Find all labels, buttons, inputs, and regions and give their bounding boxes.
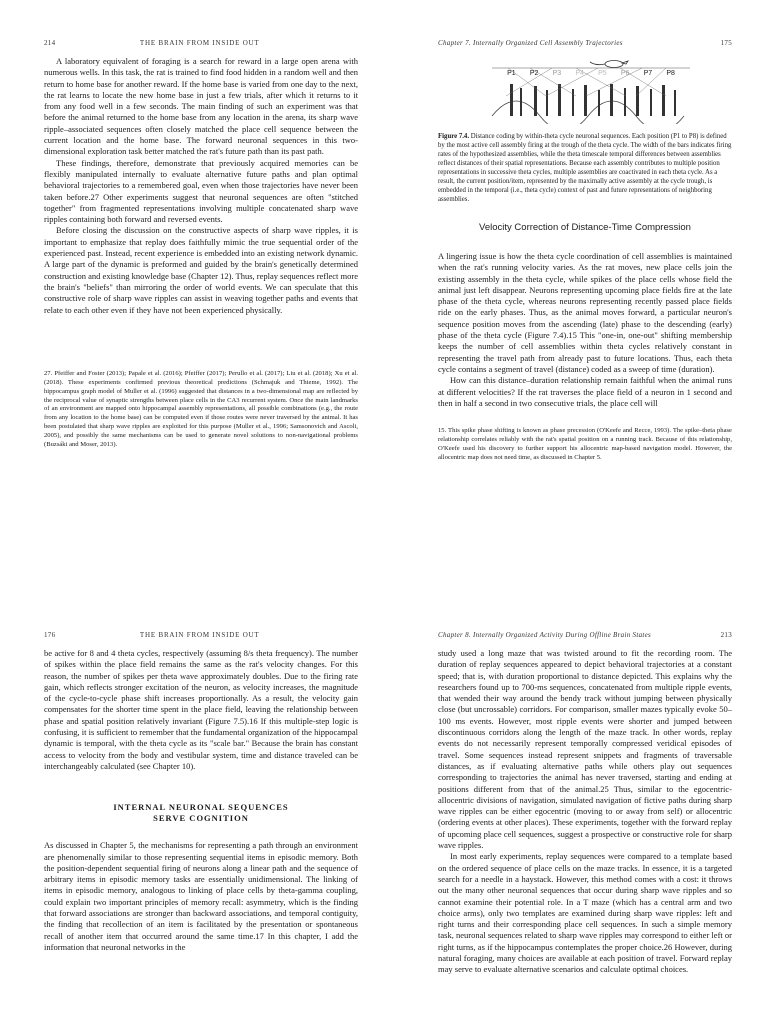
figure-7-4 (486, 56, 696, 124)
footnotes (44, 370, 358, 450)
paragraph: In most early experiments, replay sequences were compared to a template based on the ordered sequence of place cells on the maze tracks. In essence, it is a targeted search for a needle in a haystack. However, this method comes with a cost: it throws out the many other neuronal sequences that occur during sharp wave ripples and so cannot examine their potential role. In a T maze (which has a central arm and two choice arms), only two templates are examined during sharp wave ripples: left and right turns and their corresponding place cell sequences. In such a simple memory task, neuronal sequences related to sharp wave ripples may correspond to either left or right turns, as if the hippocampus contemplates the proper choice.26 However, during natural foraging, many choices are available at each position of travel. Forward replay may serve to evaluate alternative scenarios and calculate optimal choices. (438, 851, 732, 975)
position-label: P7 (643, 70, 653, 77)
body-text (438, 251, 732, 409)
paragraph: How can this distance–duration relationship remain faithful when the animal runs at different velocities? If the rat traverses the place field of a neuron in 1 second and then in half a second in two consecutive trials, the place cell will (438, 375, 732, 408)
page-213 (384, 512, 768, 1024)
position-label: P2 (529, 70, 539, 77)
section-heading: Velocity Correction of Distance-Time Compression (479, 222, 691, 233)
paragraph: Before closing the discussion on the constructive aspects of sharp wave ripples, it is important to emphasize that replay does faithfully mimic the true sequential order of the experienced past. Instead, recent experience is embedded into an existing network dynamic. A large part of the dynamic is preformed and guided by the brain's genetically determined construction and existing knowledge base (Chapter 12). Thus, replay sequences reflect more the brain's "beliefs" than mirroring the order of world events. We can speculate that this constructive role of sharp wave ripples can assist in weaving together paths and events that relate to each other even if they have not been experienced physically. (44, 225, 359, 315)
page-number: 213 (720, 631, 732, 639)
paragraph: be active for 8 and 4 theta cycles, respectively (assuming 8/s theta frequency). The number of spikes within the place field remains the same as the rat's velocity changes. For this reason, the number of spikes per theta wave approximately doubles. Due to the firing rate gain, which reflects stronger excitation of the neuron, as velocity increases, the magnitude of the cycle-to-cycle phase shift increases proportionally. As a result, the velocity gain compensates for the shorter time spent in the place field, leaving the relationship between phase and spatial position relatively invariant (Figure 7.5).16 If this multiple-step logic is confusing, it is sufficient to remember that the fundamental organization of the hippocampal dynamic is temporal, with the theta cycle as its "scale bar." Because the brain has constant access to velocity from the body and vestibular system, time and distance traveled can be interchangeably calculated (see Chapter 10). (44, 648, 358, 771)
body-text (438, 648, 732, 976)
body-text (44, 56, 358, 316)
footnote: 27. Pfeiffer and Foster (2013); Papale et al. (2016); Pfeiffer (2017); Perullo et al. (2017); Liu et al. (2018); Xu et al. (2018). These experiments confirmed previous theoretical predictions (Schmajuk and Thieme, 1992). The hippocampus graph model of Muller et al. (1996) suggested that distances in a two-dimensional map are reflected by the reciprocal value of synaptic strengths between place cells in the CA3 recurrent system. Once the main landmarks of an environment are mapped onto hippocampal assembly representations, all possible combinations (e.g., the route from any location to the home base) can be computed even if those routes were never traversed by the animal. It has been postulated that sharp wave ripples are exploited for this purpose (Muller et al., 1996; Samsonovich and Ascoli, 2005), and possibly the same mechanisms can be used to generate novel solutions to non-navigational problems (Buzsáki and Moser, 2013). (44, 369, 358, 449)
paragraph: study used a long maze that was twisted around to fit the recording room. The duration of replay sequences appeared to depict behavioral trajectories at a constant speed; that is, with duration proportional to distance depicted. This explains why the researchers found up to 700-ms sequences, concatenated from multiple ripple events, that wended their way around the bendy track without jumping between physically close (but uncrossable) corridors. For comparison, smaller mazes typically evoke 50–100 ms events. However, most ripple events were shorter and jumped between discontinuous corridors along the length of the maze track. In other words, replay events do not necessarily represent temporally compressed veridical episodes of travel. Some sequences instead represent snippets and fragments of traversable distances, as if evaluating alternative paths while others play out sequences corresponding to trajectories the animal has never traversed, starting and ending at positions different from that of the animal.25 Thus, similar to the egocentric-allocentric divisions of navigation, simulated navigation of fictive paths during sharp wave ripples can be either egocentric (moving to or away from self) or allocentric (ordering events at other places). These experiments, together with the forward replay of upcoming place cell sequences, suggest a prospective or constructive role for sharp wave ripples. (438, 648, 732, 851)
position-label: P6 (620, 70, 630, 77)
running-head-title: THE BRAIN FROM INSIDE OUT (139, 631, 260, 639)
page-176 (0, 512, 384, 1024)
paragraph: A laboratory equivalent of foraging is a search for reward in a large open arena with numerous wells. In this task, the rat is trained to find food hidden in a random well and then return to home base for another reward. If the home base is varied from one day to the next, the rat learns to locate the new home base in just a few trials, after which it returns to it from any food well in a few seconds. The main finding of such an experiment was that before the animal returned to the home base from any location in the arena, its sharp wave ripple–associated sequences often closely matched the place cell sequence between the current location and the home base. The forward neuronal sequences in this two-dimensional exploration task better matched the rat's future path than its past path. (44, 56, 358, 157)
section-heading-line: SERVE COGNITION (153, 813, 249, 824)
running-header (438, 38, 732, 48)
section-heading-line: INTERNAL NEURONAL SEQUENCES (113, 802, 289, 813)
running-head-title: THE BRAIN FROM INSIDE OUT (139, 39, 260, 47)
paragraph: As discussed in Chapter 5, the mechanisms for representing a path through an environment are phenomenally similar to those representing sequential items in episodic memory. Both the position-dependent sequential firing of neurons along a linear path and the sequence of arbitrary items in episodic memory tasks are essentially unidimensional. The linking of items in episodic memory, analogous to linking of place cells by theta-gamma coupling, could explain two important principles of memory recall: asymmetry, which is the finding that forward associations are stronger than backward associations, and temporal contiguity, the finding that recollection of an item is facilitated by the presentation or spontaneous recall of another item that occurred around the same time.17 In this chapter, I add the information that neuronal networks in the (44, 840, 358, 952)
position-label: P5 (598, 70, 607, 77)
body-text (44, 648, 358, 772)
position-label: P3 (552, 70, 562, 77)
page-number: 175 (720, 39, 732, 47)
body-text (44, 840, 358, 953)
caption-text: Distance coding by within-theta cycle neuronal sequences. Each position (P1 to P8) is defined by the most active cell assembly firing at the trough of the theta cycle. The width of the bars indicates firing rates of the hypothesized assemblies, while the theta timescale temporal differences between assemblies reflect distances of their spatial representations. Because each assembly contributes to multiple position representations in successive theta cycles, multiple assemblies are coactivated in each theta cycle. As a result, the current position/item, represented by the maximally active assembly at the cycle trough, is embedded in the temporal (i.e., theta cycle) context of past and future representations of neighboring assemblies. (438, 133, 732, 203)
running-header (44, 630, 358, 640)
figure-caption (438, 132, 732, 204)
section-heading (44, 802, 358, 824)
page-number: 214 (44, 39, 56, 47)
footnotes (438, 427, 732, 463)
paragraph: These findings, therefore, demonstrate that previously acquired memories can be flexibly manipulated internally to evaluate alternative future paths and plan optimal behavioral trajectories to a remembered goal, even when those trajectories have never been taken before.27 Other experiments suggest that neuronal sequences are often "stitched together" from fragmented representations involving multiple concatenated sharp wave ripples containing both forward and reversed events. (44, 157, 358, 225)
running-head-title: Chapter 8. Internally Organized Activity During Offline Brain States (438, 631, 652, 639)
paragraph: A lingering issue is how the theta cycle coordination of cell assemblies is maintained when the rat's running velocity varies. As the rat moves, new place cells join the existing assembly in the theta cycle, while spikes of the place cells whose field the animal just left disappear. Neurons representing upcoming place fields fire at the late phase of the theta cycle, whereas neurons representing recently passed place fields ride on the early phases. Thus, as the animal moves forward, a particular neuron's sequence position moves from the ascending (late) phase to the descending (early) phase of the theta cycle (Figure 7.4).15 This "one-in, one-out" shifting membership keeps the number of cell assemblies within theta cycles relatively constant in representing the travel path from already past to future locations. Thus, each theta cycle contains a segment of travel (distance) coded as a sweep of time (duration). (438, 251, 732, 374)
running-header (438, 630, 732, 640)
rat-icon (590, 61, 628, 68)
assembly-bars (510, 84, 676, 116)
position-labels (486, 70, 696, 77)
position-label: P8 (666, 70, 675, 77)
caption-label: Figure 7.4. (438, 133, 470, 140)
position-label: P4 (575, 70, 584, 77)
position-label: P1 (507, 70, 516, 77)
running-header (44, 38, 358, 48)
page-number: 176 (44, 631, 56, 639)
page-214 (0, 0, 384, 512)
footnote: 15. This spike phase shifting is known as phase precession (O'Keefe and Recce, 1993). The spike–theta phase relationship correlates reliably with the rat's spatial position on a running track. Because of this relationship, O'Keefe used his discovery to further support his allocentric map-based navigation model. However, the allocentric map does not need time, as discussed in Chapter 5. (438, 427, 732, 461)
running-head-title: Chapter 7. Internally Organized Cell Assembly Trajectories (438, 39, 623, 47)
page-175 (384, 0, 768, 512)
theta-cycle-figure (486, 56, 696, 124)
